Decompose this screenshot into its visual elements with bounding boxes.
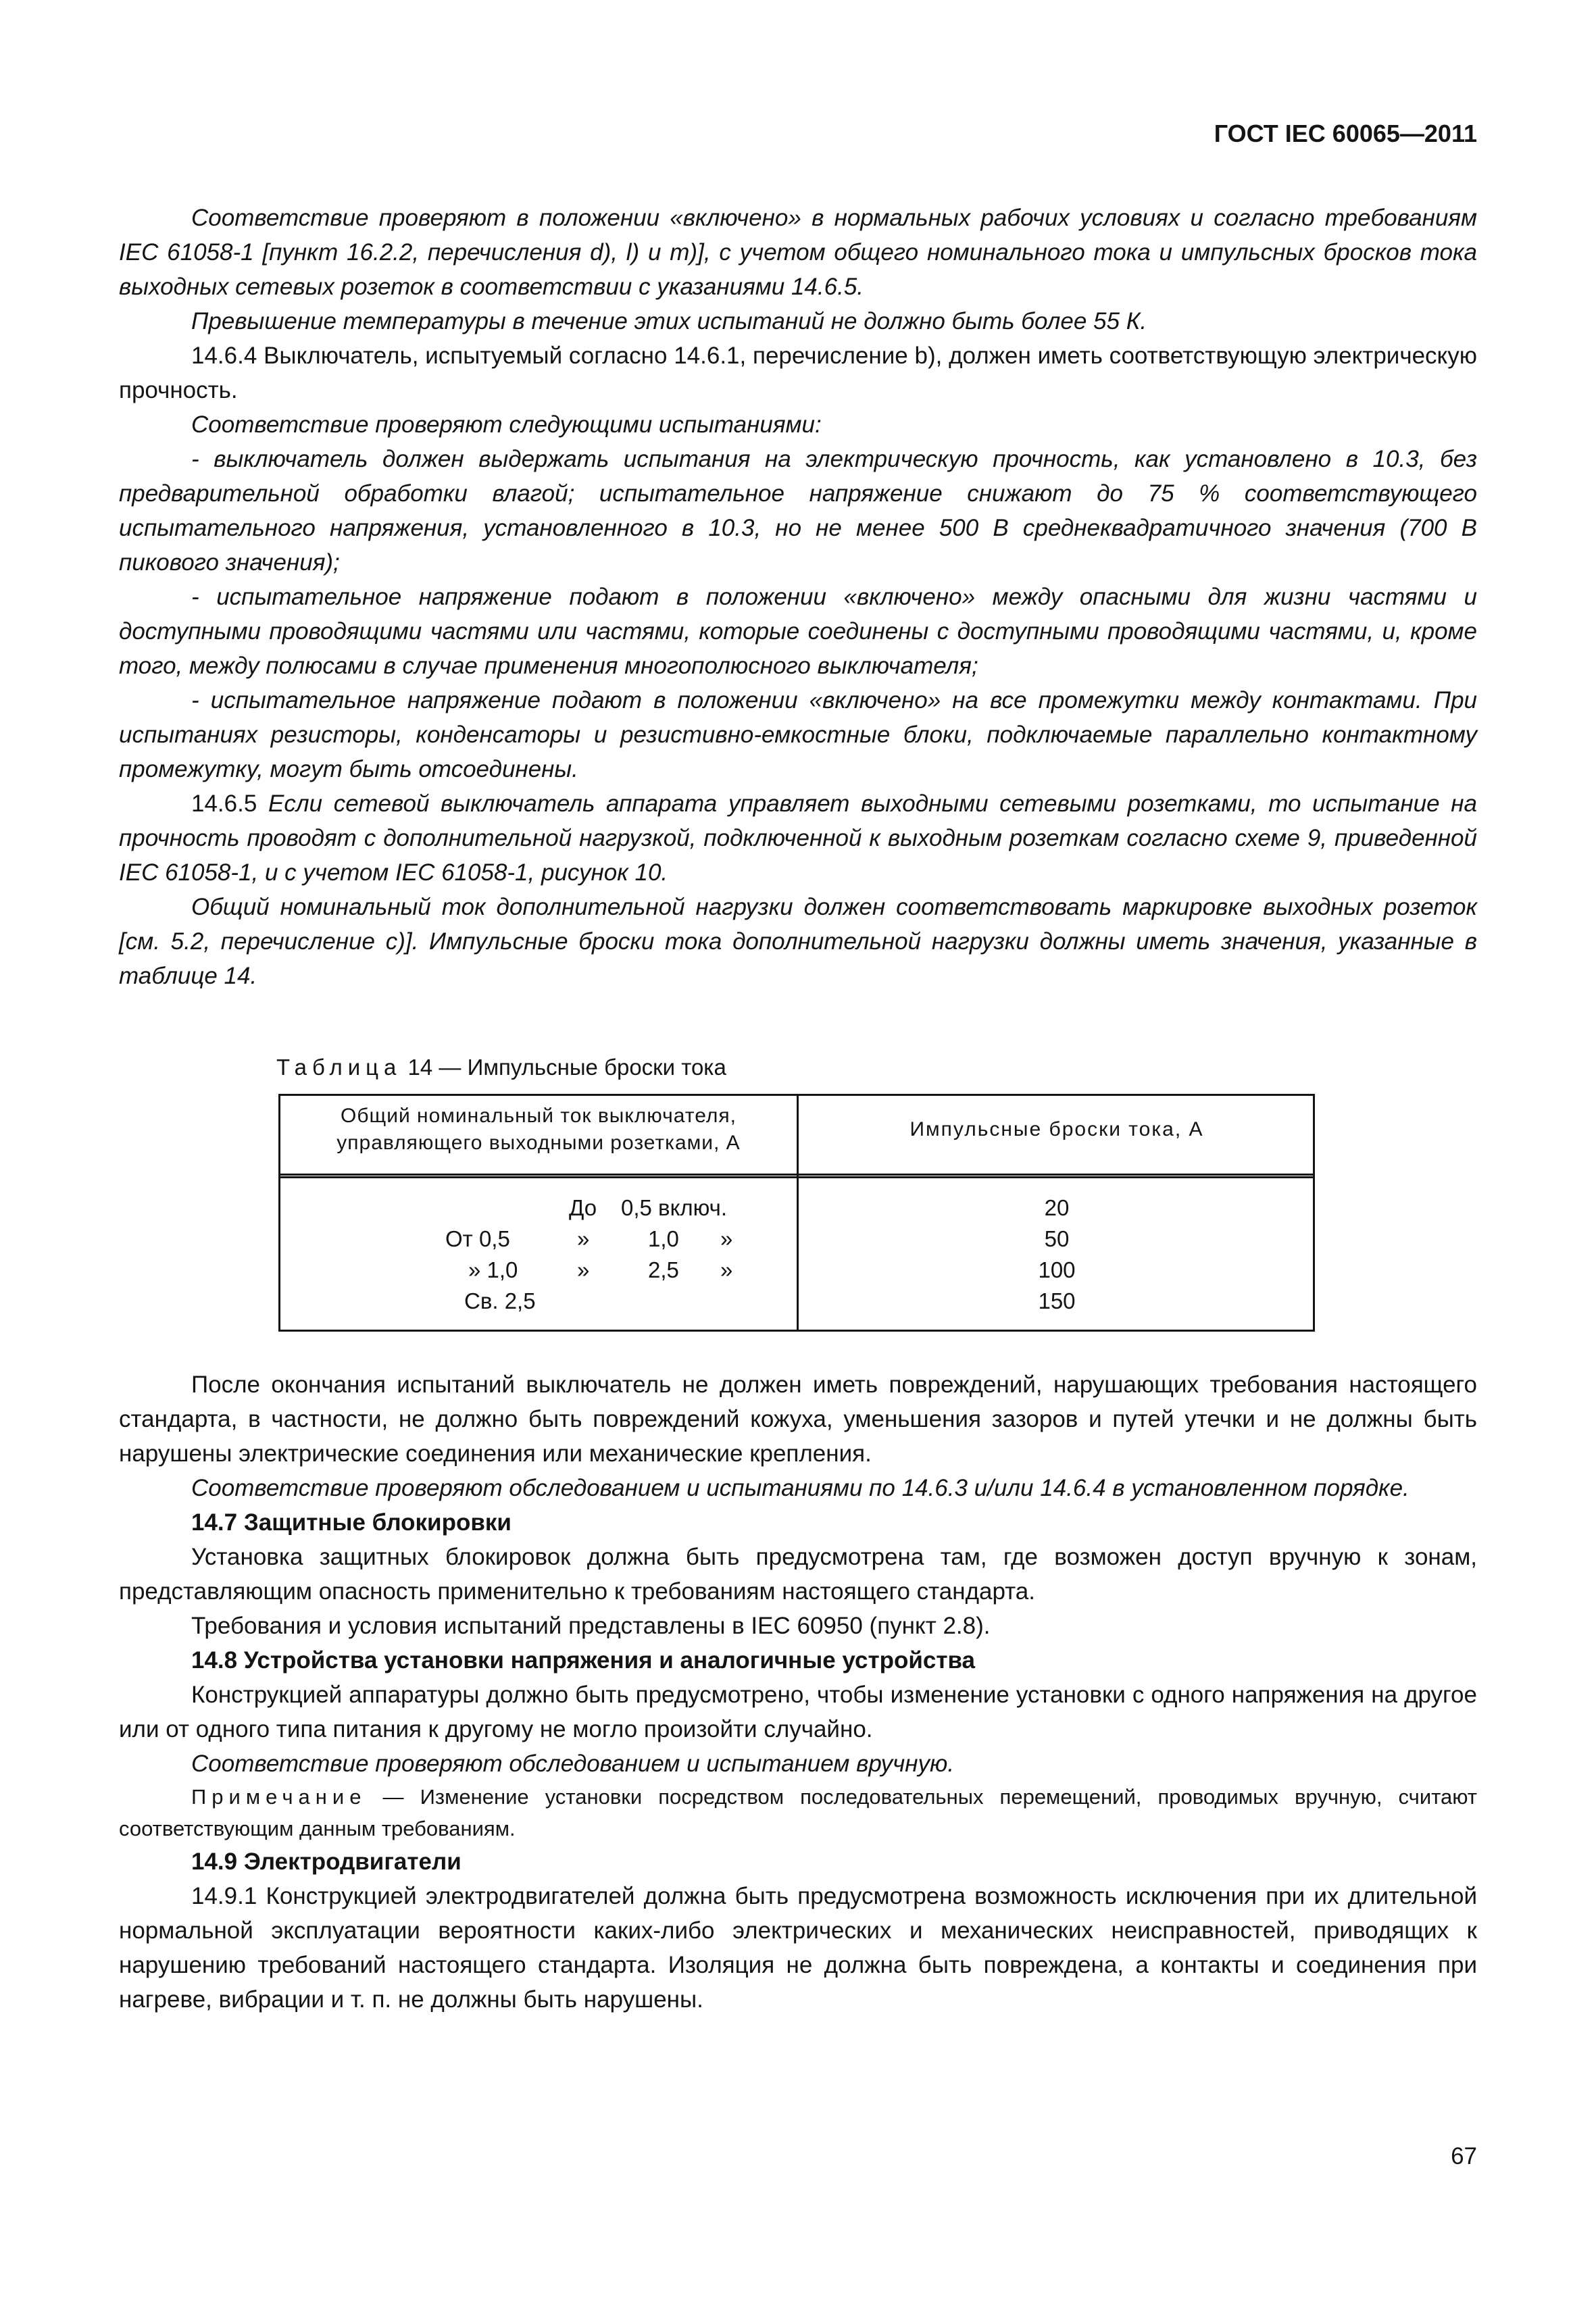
paragraph: Конструкцией аппаратуры должно быть предусмотрено, чтобы изменение установки с одного напряжения на другое или от одного типа питания к другому не могло произойти случайно.: [119, 1682, 1477, 1742]
paragraph: Соответствие проверяют обследованием и испытаниями по 14.6.3 и/или 14.6.4 в установленном порядке.: [191, 1475, 1410, 1501]
paragraph: Установка защитных блокировок должна быть предусмотрена там, где возможен доступ вручную к зонам, представляющим опасность применительно к требованиям настоящего стандарта.: [119, 1544, 1477, 1605]
table-row: От 0,5 » 1,0 »: [445, 1226, 733, 1251]
paragraph: 14.6.4 Выключатель, испытуемый согласно 14.6.1, перечисление b), должен иметь соответствующую электрическую прочность.: [119, 343, 1477, 403]
table-row: До 0,5 включ.: [569, 1195, 728, 1220]
table-cell-value: 20: [1044, 1195, 1070, 1220]
table-header-current: Общий номинальный ток выключателя, управляющего выходными розетками, А: [336, 1105, 741, 1154]
paragraph: Превышение температуры в течение этих испытаний не должно быть более 55 К.: [191, 308, 1147, 334]
document-header: ГОСТ IEC 60065—2011: [1214, 120, 1477, 147]
note-label: Примечание: [191, 1785, 367, 1809]
table-cell-value: 100: [1038, 1257, 1076, 1282]
table-cell-value: 150: [1038, 1288, 1076, 1313]
paragraph: После окончания испытаний выключатель не должен иметь повреждений, нарушающих требования настоящего стандарта, в частности, не должно быть повреждений кожуха, уменьшения зазоров и путей утечки и не должны быть нарушены электрические соединения или механические крепления.: [119, 1372, 1477, 1467]
table-caption: [276, 1054, 726, 1081]
table-cell-value: 50: [1044, 1226, 1070, 1251]
top-text-block: [119, 201, 1477, 993]
table-row: Св. 2,5: [464, 1288, 536, 1313]
section-heading-14-8: 14.8 Устройства установки напряжения и аналогичные устройства: [191, 1647, 976, 1674]
table-header-inrush: Импульсные броски тока, А: [909, 1118, 1204, 1140]
table-column-inrush: [799, 1192, 1315, 1317]
table-header-divider: [280, 1174, 1313, 1178]
note: [119, 1781, 1477, 1844]
clause-number: 14.6.5: [191, 790, 257, 817]
paragraph: Соответствие проверяют обследованием и испытанием вручную.: [191, 1751, 955, 1777]
clause-text: Если сетевой выключатель аппарата управляет выходными сетевыми розетками, то испытание на прочность проводят с дополнительной нагрузкой, подключенной к выходным розеткам согласно схеме 9, приведенной IEC 61058-1, и с учетом IEC 61058-1, рисунок 10.: [119, 790, 1477, 886]
paragraph: - испытательное напряжение подают в положении «включено» на все промежутки между контактами. При испытаниях резисторы, конденсаторы и резистивно-емкостные блоки, подключаемые параллельно контактному промежутку, могут быть отсоединены.: [119, 687, 1477, 782]
paragraph: Соответствие проверяют в положении «включено» в нормальных рабочих условиях и согласно требованиям IEC 61058-1 [пункт 16.2.2, перечисления d), l) и m)], с учетом общего номинального тока и импульсных бросков тока выходных сетевых розеток в соответствии с указаниями 14.6.5.: [119, 205, 1477, 300]
paragraph: Требования и условия испытаний представлены в IEC 60950 (пункт 2.8).: [191, 1613, 991, 1639]
paragraph: - выключатель должен выдержать испытания на электрическую прочность, как установлено в 10.3, без предварительной обработки влагой; испытательное напряжение снижают до 75 % соответствующего испытательного напряжения, установленного в 10.3, но не менее 500 В среднеквадратичного значения (700 В пикового значения);: [119, 446, 1477, 576]
table-caption-label: Таблица: [276, 1055, 402, 1080]
section-heading-14-9: 14.9 Электродвигатели: [191, 1848, 462, 1875]
paragraph: - испытательное напряжение подают в положении «включено» между опасными для жизни частями и доступными проводящими частями или частями, которые соединены с доступными проводящими частями, и, кроме того, между полюсами в случае применения многополюсного выключателя;: [119, 584, 1477, 679]
paragraph: 14.9.1 Конструкцией электродвигателей должна быть предусмотрена возможность исключения при их длительной нормальной эксплуатации вероятности каких-либо электрических и механических неисправностей, приводящих к нарушению требований настоящего стандарта. Изоляция не должна быть повреждена, а контакты и соединения при нагреве, вибрации и т. п. не должны быть нарушены.: [119, 1883, 1477, 2013]
paragraph: Общий номинальный ток дополнительной нагрузки должен соответствовать маркировке выходных розеток [см. 5.2, перечисление c)]. Импульсные броски тока дополнительной нагрузки должны иметь значения, указанные в таблице 14.: [119, 894, 1477, 989]
table-14: [278, 1094, 1315, 1332]
table-column-current: [280, 1192, 797, 1317]
page-number: 67: [1451, 2143, 1477, 2169]
paragraph: Соответствие проверяют следующими испытаниями:: [191, 411, 822, 438]
table-row: » 1,0 » 2,5 »: [468, 1257, 733, 1282]
bottom-text-block: [119, 1367, 1477, 2017]
section-heading-14-7: 14.7 Защитные блокировки: [191, 1509, 512, 1536]
paragraph: [119, 786, 1477, 890]
table-caption-title: 14 — Импульсные броски тока: [401, 1055, 726, 1080]
note-text: — Изменение установки посредством последовательных перемещений, проводимых вручную, считают соответствующим данным требованиям.: [119, 1785, 1477, 1840]
